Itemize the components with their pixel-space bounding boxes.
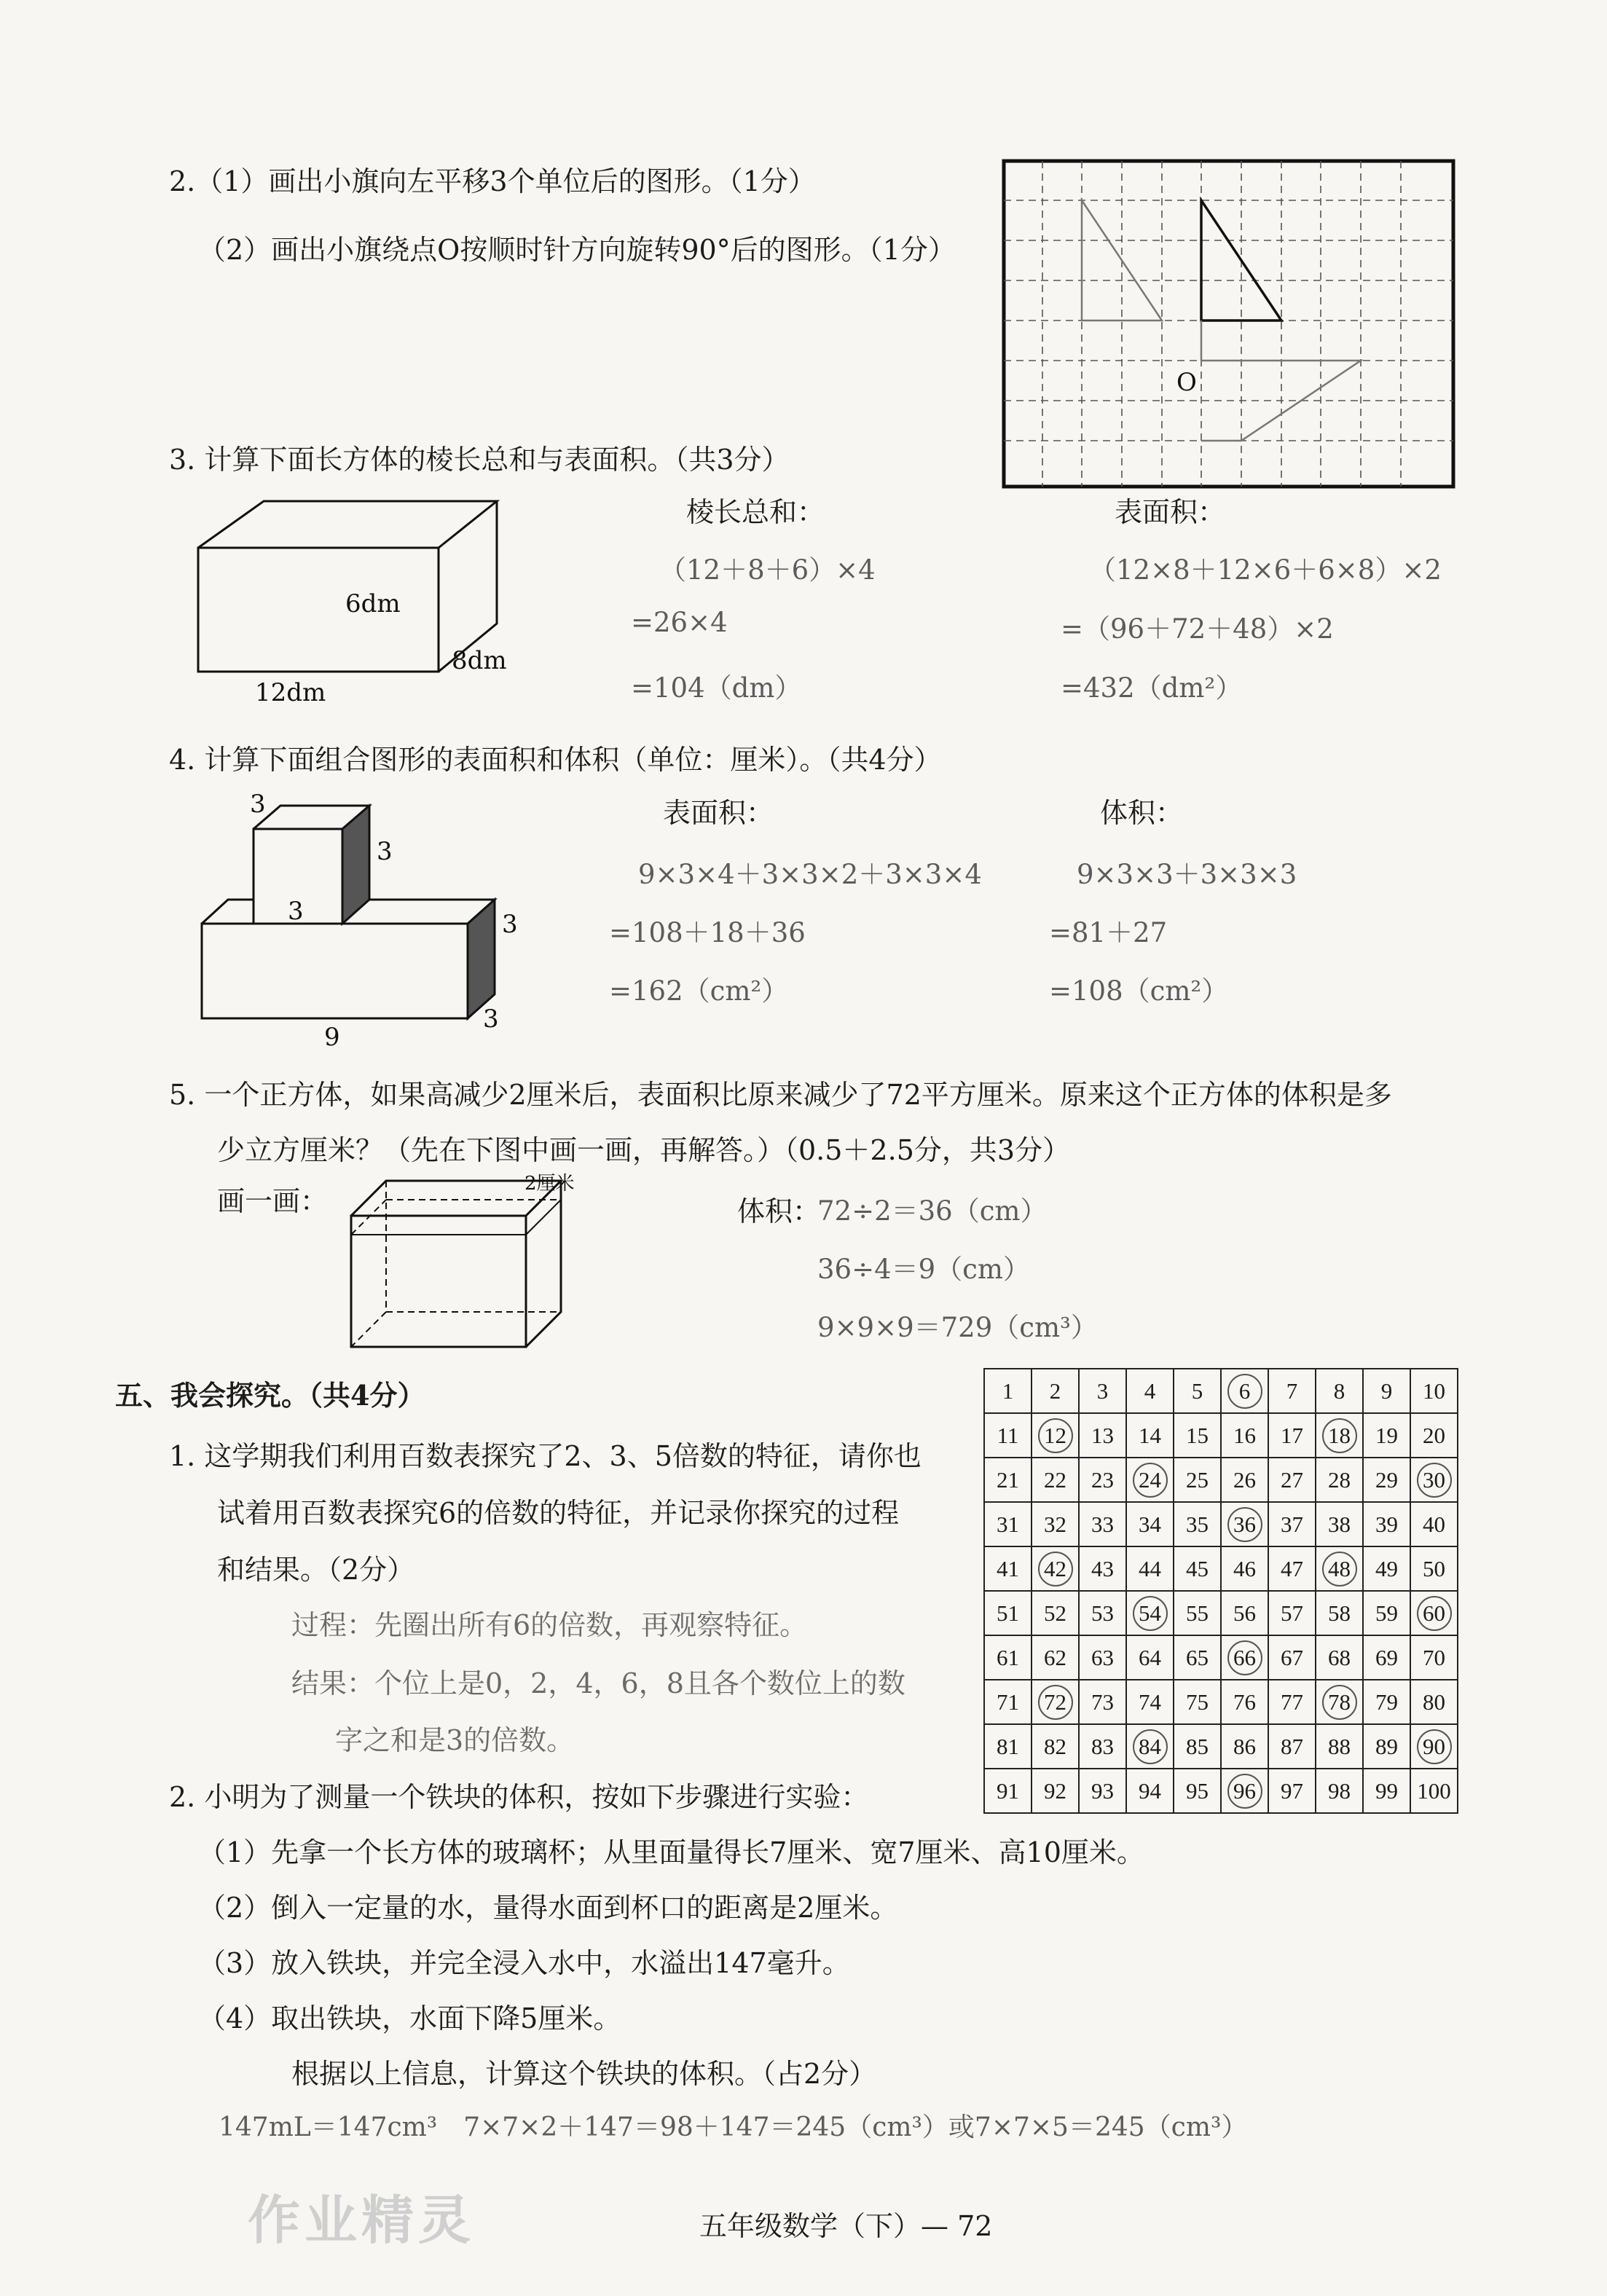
chart-number: 86 — [1233, 1733, 1256, 1759]
circled-number: 30 — [1417, 1463, 1452, 1498]
q3-area-title: 表面积： — [1115, 496, 1226, 528]
chart-number: 74 — [1139, 1688, 1161, 1715]
chart-number: 25 — [1186, 1466, 1209, 1493]
s5-step-4: （4）取出铁块，水面下降5厘米。 — [198, 2002, 621, 2034]
hundred-chart-cell — [1079, 1369, 1126, 1413]
hundred-chart-cell — [1363, 1458, 1410, 1502]
circled-number: 78 — [1322, 1685, 1357, 1720]
circled-number: 84 — [1133, 1729, 1168, 1764]
cut-height-label: 2厘米 — [524, 1173, 575, 1195]
hundred-chart-cell — [1174, 1458, 1221, 1502]
hundred-chart-cell — [1410, 1546, 1458, 1591]
chart-number: 1 — [1002, 1377, 1014, 1404]
hundred-chart-cell — [1363, 1413, 1410, 1458]
hundred-chart-cell — [1126, 1680, 1174, 1724]
chart-number: 20 — [1423, 1422, 1445, 1448]
q4-question: 4. 计算下面组合图形的表面积和体积（单位：厘米）。（共4分） — [169, 744, 942, 776]
chart-number: 8 — [1333, 1377, 1345, 1404]
hundred-chart-cell — [1221, 1502, 1268, 1546]
hundred-chart-row — [984, 1369, 1458, 1413]
hundred-chart-cell — [1221, 1591, 1268, 1635]
q3-edge-title: 棱长总和： — [686, 496, 825, 528]
hundred-chart-cell — [1363, 1546, 1410, 1591]
chart-number: 83 — [1091, 1733, 1114, 1759]
s5-result-line-1: 结果：个位上是0，2，4，6，8且各个数位上的数 — [291, 1667, 905, 1699]
circled-number: 18 — [1322, 1418, 1357, 1453]
hundred-chart — [983, 1368, 1458, 1814]
hundred-chart-cell — [1268, 1502, 1316, 1546]
chart-number: 89 — [1375, 1733, 1398, 1759]
circled-number: 66 — [1227, 1640, 1262, 1675]
chart-number: 79 — [1375, 1688, 1398, 1715]
hundred-chart-cell — [984, 1458, 1032, 1502]
cuboid-length-label: 12dm — [255, 678, 326, 707]
s5-step-3: （3）放入铁块，并完全浸入水中，水溢出147毫升。 — [198, 1947, 850, 1979]
hundred-chart-cell — [1221, 1413, 1268, 1458]
chart-number: 99 — [1375, 1777, 1398, 1804]
hundred-chart-cell — [1032, 1769, 1079, 1813]
q4-area-line-3: =162（cm²） — [609, 975, 789, 1007]
q5-answer-line-2: 36÷4＝9（cm） — [817, 1254, 1030, 1285]
hundred-chart-cell — [1174, 1413, 1221, 1458]
chart-number: 13 — [1091, 1422, 1114, 1448]
hundred-chart-cell — [1126, 1724, 1174, 1769]
chart-number: 29 — [1375, 1466, 1398, 1493]
hundred-chart-cell — [1032, 1502, 1079, 1546]
top-front-label: 3 — [288, 897, 304, 926]
q3-edge-line-3: =104（dm） — [631, 672, 802, 704]
chart-number: 92 — [1044, 1777, 1066, 1804]
hundred-chart-cell — [1410, 1591, 1458, 1635]
hundred-chart-cell — [1221, 1369, 1268, 1413]
chart-number: 2 — [1049, 1377, 1061, 1404]
hundred-chart-cell — [1126, 1635, 1174, 1680]
chart-number: 62 — [1044, 1644, 1066, 1670]
chart-number: 80 — [1423, 1688, 1445, 1715]
cuboid-depth-label: 8dm — [452, 646, 507, 675]
hundred-chart-cell — [1032, 1413, 1079, 1458]
hundred-chart-cell — [1410, 1635, 1458, 1680]
q2-part1: 2.（1）画出小旗向左平移3个单位后的图形。（1分） — [169, 165, 816, 197]
hundred-chart-cell — [1126, 1458, 1174, 1502]
hundred-chart-cell — [1079, 1413, 1126, 1458]
chart-number: 70 — [1423, 1644, 1445, 1670]
hundred-chart-cell — [1316, 1680, 1363, 1724]
hundred-chart-cell — [1032, 1546, 1079, 1591]
hundred-chart-cell — [1032, 1680, 1079, 1724]
chart-number: 40 — [1423, 1511, 1445, 1537]
page-footer: 五年级数学（下）— 72 — [699, 2210, 993, 2242]
q3-question: 3. 计算下面长方体的棱长总和与表面积。（共3分） — [169, 444, 790, 476]
hundred-chart-cell — [1174, 1635, 1221, 1680]
hundred-chart-cell — [984, 1769, 1032, 1813]
s5-q1-line-3: 和结果。（2分） — [217, 1554, 415, 1586]
chart-number: 63 — [1091, 1644, 1114, 1670]
cube-figure — [342, 1169, 619, 1359]
hundred-chart-cell — [1126, 1502, 1174, 1546]
chart-number: 67 — [1281, 1644, 1303, 1670]
chart-number: 95 — [1186, 1777, 1209, 1804]
q5-vol-label: 体积： — [737, 1195, 821, 1227]
hundred-chart-row — [984, 1413, 1458, 1458]
chart-number: 75 — [1186, 1688, 1209, 1715]
q4-area-line-2: =108＋18＋36 — [609, 917, 806, 948]
base-length-label: 9 — [324, 1023, 340, 1049]
q5-draw-label: 画一画： — [217, 1185, 329, 1217]
grid-lines — [1004, 161, 1453, 487]
hundred-chart-cell — [984, 1635, 1032, 1680]
circled-number: 96 — [1227, 1774, 1262, 1809]
q2-part2: （2）画出小旗绕点O按顺时针方向旋转90°后的图形。（1分） — [198, 234, 956, 266]
hundred-chart-cell — [984, 1680, 1032, 1724]
hundred-chart-cell — [984, 1369, 1032, 1413]
chart-number: 3 — [1096, 1377, 1109, 1404]
chart-number: 37 — [1281, 1511, 1303, 1537]
hundred-chart-cell — [1410, 1502, 1458, 1546]
hundred-chart-cell — [1221, 1546, 1268, 1591]
hundred-chart-cell — [1079, 1458, 1126, 1502]
chart-number: 91 — [997, 1777, 1019, 1804]
hundred-chart-cell — [1079, 1635, 1126, 1680]
hundred-chart-cell — [1174, 1546, 1221, 1591]
hundred-chart-cell — [1126, 1369, 1174, 1413]
s5-result-line-2: 字之和是3的倍数。 — [335, 1724, 575, 1756]
hundred-chart-cell — [1268, 1458, 1316, 1502]
hundred-chart-cell — [1126, 1769, 1174, 1813]
chart-number: 21 — [997, 1466, 1019, 1493]
chart-number: 81 — [997, 1733, 1019, 1759]
hundred-chart-cell — [1268, 1635, 1316, 1680]
hundred-chart-cell — [1316, 1369, 1363, 1413]
chart-number: 65 — [1186, 1644, 1209, 1670]
chart-number: 68 — [1328, 1644, 1351, 1670]
chart-number: 85 — [1186, 1733, 1209, 1759]
s5-step-2: （2）倒入一定量的水，量得水面到杯口的距离是2厘米。 — [198, 1892, 898, 1924]
chart-number: 7 — [1286, 1377, 1298, 1404]
hundred-chart-cell — [1079, 1546, 1126, 1591]
hundred-chart-cell — [1174, 1502, 1221, 1546]
hundred-chart-row — [984, 1680, 1458, 1724]
hundred-chart-row — [984, 1502, 1458, 1546]
chart-number: 27 — [1281, 1466, 1303, 1493]
chart-number: 39 — [1375, 1511, 1398, 1537]
s5-q1-line-2: 试着用百数表探究6的倍数的特征，并记录你探究的过程 — [217, 1497, 900, 1529]
point-o-label: O — [1176, 368, 1197, 397]
circled-number: 48 — [1322, 1552, 1357, 1587]
chart-number: 93 — [1091, 1777, 1114, 1804]
hundred-chart-cell — [1410, 1769, 1458, 1813]
hundred-chart-cell — [1174, 1591, 1221, 1635]
hundred-chart-row — [984, 1458, 1458, 1502]
chart-number: 98 — [1328, 1777, 1351, 1804]
hundred-chart-cell — [1268, 1591, 1316, 1635]
hundred-chart-cell — [1268, 1546, 1316, 1591]
chart-number: 94 — [1139, 1777, 1161, 1804]
hundred-chart-cell — [1174, 1369, 1221, 1413]
circled-number: 42 — [1038, 1552, 1073, 1587]
q3-edge-line-2: =26×4 — [631, 607, 728, 638]
hundred-chart-cell — [1079, 1769, 1126, 1813]
q4-vol-line-1: 9×3×3＋3×3×3 — [1077, 859, 1297, 890]
hundred-chart-row — [984, 1724, 1458, 1769]
q3-area-line-3: =432（dm²） — [1061, 672, 1243, 704]
hundred-chart-cell — [1174, 1680, 1221, 1724]
hundred-chart-cell — [1079, 1502, 1126, 1546]
hundred-chart-cell — [1221, 1635, 1268, 1680]
hundred-chart-cell — [1079, 1724, 1126, 1769]
hundred-chart-cell — [1079, 1680, 1126, 1724]
hundred-chart-cell — [984, 1724, 1032, 1769]
chart-number: 53 — [1091, 1600, 1114, 1626]
hundred-chart-cell — [1268, 1769, 1316, 1813]
hundred-chart-cell — [984, 1413, 1032, 1458]
s5-step-1: （1）先拿一个长方体的玻璃杯；从里面量得长7厘米、宽7厘米、高10厘米。 — [198, 1836, 1144, 1868]
chart-number: 45 — [1186, 1555, 1209, 1581]
s5-answer: 147mL＝147cm³ 7×7×2＋147＝98＋147＝245（cm³）或7×7×5＝245（cm³） — [219, 2112, 1248, 2142]
q3-area-line-2: =（96＋72＋48）×2 — [1061, 613, 1334, 645]
chart-number: 34 — [1139, 1511, 1161, 1537]
chart-number: 55 — [1186, 1600, 1209, 1626]
q3-edge-line-1: （12＋8＋6）×4 — [659, 554, 876, 586]
chart-number: 43 — [1091, 1555, 1114, 1581]
section5-title: 五、我会探究。（共4分） — [115, 1379, 425, 1412]
hundred-chart-row — [984, 1591, 1458, 1635]
hundred-chart-cell — [1410, 1413, 1458, 1458]
chart-number: 76 — [1233, 1688, 1256, 1715]
q4-vol-line-2: =81＋27 — [1049, 917, 1168, 948]
chart-number: 69 — [1375, 1644, 1398, 1670]
chart-number: 51 — [997, 1600, 1019, 1626]
hundred-chart-cell — [1032, 1591, 1079, 1635]
chart-number: 26 — [1233, 1466, 1256, 1493]
hundred-chart-cell — [1316, 1724, 1363, 1769]
hundred-chart-cell — [1316, 1458, 1363, 1502]
chart-number: 10 — [1423, 1377, 1445, 1404]
chart-number: 100 — [1417, 1777, 1451, 1804]
hundred-chart-cell — [984, 1546, 1032, 1591]
q5-answer-line-3: 9×9×9＝729（cm³） — [817, 1312, 1098, 1343]
hundred-chart-cell — [1032, 1724, 1079, 1769]
circled-number: 12 — [1038, 1418, 1073, 1453]
hundred-chart-cell — [1410, 1680, 1458, 1724]
chart-number: 88 — [1328, 1733, 1351, 1759]
chart-number: 16 — [1233, 1422, 1256, 1448]
hundred-chart-cell — [1079, 1591, 1126, 1635]
chart-number: 11 — [997, 1422, 1019, 1448]
circled-number: 24 — [1133, 1463, 1168, 1498]
chart-number: 35 — [1186, 1511, 1209, 1537]
chart-number: 15 — [1186, 1422, 1209, 1448]
chart-number: 19 — [1375, 1422, 1398, 1448]
hundred-chart-cell — [1268, 1724, 1316, 1769]
hundred-chart-cell — [1032, 1635, 1079, 1680]
hundred-chart-cell — [1410, 1369, 1458, 1413]
circled-number: 36 — [1227, 1507, 1262, 1542]
q5-line-2: 少立方厘米？（先在下图中画一画，再解答。）（0.5＋2.5分，共3分） — [217, 1134, 1071, 1166]
chart-number: 58 — [1328, 1600, 1351, 1626]
q3-area-line-1: （12×8＋12×6＋6×8）×2 — [1089, 554, 1442, 586]
composite-figure — [186, 787, 550, 1049]
chart-number: 61 — [997, 1644, 1019, 1670]
hundred-chart-row — [984, 1769, 1458, 1813]
chart-number: 71 — [997, 1688, 1019, 1715]
q4-area-line-1: 9×3×4＋3×3×2＋3×3×4 — [638, 859, 982, 890]
chart-number: 23 — [1091, 1466, 1114, 1493]
hundred-chart-cell — [1268, 1369, 1316, 1413]
chart-number: 97 — [1281, 1777, 1303, 1804]
hundred-chart-cell — [1268, 1413, 1316, 1458]
chart-number: 32 — [1044, 1511, 1066, 1537]
chart-number: 22 — [1044, 1466, 1066, 1493]
hundred-chart-cell — [1410, 1724, 1458, 1769]
cuboid-figure — [182, 495, 561, 707]
base-depth-label: 3 — [483, 1004, 499, 1034]
chart-number: 17 — [1281, 1422, 1303, 1448]
circled-number: 90 — [1417, 1729, 1452, 1764]
hundred-chart-cell — [1316, 1502, 1363, 1546]
circled-number: 54 — [1133, 1596, 1168, 1631]
hundred-chart-cell — [1363, 1591, 1410, 1635]
s5-q1-line-1: 1. 这学期我们利用百数表探究了2、3、5倍数的特征，请你也 — [169, 1440, 922, 1472]
hundred-chart-cell — [1363, 1724, 1410, 1769]
chart-number: 5 — [1191, 1377, 1203, 1404]
hundred-chart-cell — [1316, 1769, 1363, 1813]
chart-number: 14 — [1139, 1422, 1161, 1448]
s5-prompt: 根据以上信息，计算这个铁块的体积。（占2分） — [291, 2058, 877, 2090]
hundred-chart-cell — [1316, 1546, 1363, 1591]
hundred-chart-cell — [1363, 1502, 1410, 1546]
chart-number: 57 — [1281, 1600, 1303, 1626]
hundred-chart-cell — [1221, 1458, 1268, 1502]
chart-number: 4 — [1144, 1377, 1156, 1404]
hundred-chart-cell — [1363, 1369, 1410, 1413]
q5-line-1: 5. 一个正方体，如果高减少2厘米后，表面积比原来减少了72平方厘米。原来这个正方体的体积是多 — [169, 1079, 1392, 1111]
top-right-label: 3 — [377, 837, 393, 866]
chart-number: 49 — [1375, 1555, 1398, 1581]
hundred-chart-cell — [1221, 1724, 1268, 1769]
chart-number: 64 — [1139, 1644, 1161, 1670]
hundred-chart-cell — [1126, 1413, 1174, 1458]
hundred-chart-cell — [1410, 1458, 1458, 1502]
chart-number: 52 — [1044, 1600, 1066, 1626]
chart-number: 56 — [1233, 1600, 1256, 1626]
top-left-label: 3 — [250, 790, 266, 819]
hundred-chart-cell — [1032, 1369, 1079, 1413]
circled-number: 60 — [1417, 1596, 1452, 1631]
hundred-chart-cell — [1221, 1680, 1268, 1724]
hundred-chart-cell — [1174, 1724, 1221, 1769]
chart-number: 33 — [1091, 1511, 1114, 1537]
chart-number: 9 — [1380, 1377, 1393, 1404]
hundred-chart-cell — [1316, 1635, 1363, 1680]
grid-figure — [1002, 159, 1457, 490]
hundred-chart-row — [984, 1635, 1458, 1680]
hundred-chart-cell — [1268, 1680, 1316, 1724]
watermark: 作业精灵 — [248, 2190, 476, 2251]
chart-number: 59 — [1375, 1600, 1398, 1626]
q4-vol-title: 体积： — [1100, 797, 1184, 829]
chart-number: 87 — [1281, 1733, 1303, 1759]
hundred-chart-row — [984, 1546, 1458, 1591]
chart-number: 77 — [1281, 1688, 1303, 1715]
chart-number: 46 — [1233, 1555, 1256, 1581]
chart-number: 73 — [1091, 1688, 1114, 1715]
hundred-chart-cell — [1363, 1680, 1410, 1724]
base-height-label: 3 — [502, 910, 518, 939]
chart-number: 41 — [997, 1555, 1019, 1581]
chart-number: 47 — [1281, 1555, 1303, 1581]
hundred-chart-cell — [1363, 1769, 1410, 1813]
hundred-chart-cell — [984, 1502, 1032, 1546]
hundred-chart-cell — [1126, 1546, 1174, 1591]
chart-number: 44 — [1139, 1555, 1161, 1581]
q4-area-title: 表面积： — [663, 797, 774, 829]
chart-number: 50 — [1423, 1555, 1445, 1581]
hundred-chart-cell — [1032, 1458, 1079, 1502]
chart-number: 31 — [997, 1511, 1019, 1537]
q4-vol-line-3: =108（cm²） — [1049, 975, 1229, 1007]
s5-q2-intro: 2. 小明为了测量一个铁块的体积，按如下步骤进行实验： — [169, 1781, 869, 1813]
chart-number: 28 — [1328, 1466, 1351, 1493]
hundred-chart-cell — [1174, 1769, 1221, 1813]
hundred-chart-cell — [1316, 1413, 1363, 1458]
hundred-chart-cell — [1221, 1769, 1268, 1813]
hundred-chart-cell — [1126, 1591, 1174, 1635]
chart-number: 82 — [1044, 1733, 1066, 1759]
circled-number: 72 — [1038, 1685, 1073, 1720]
hundred-chart-cell — [984, 1591, 1032, 1635]
cuboid-height-label: 6dm — [345, 589, 401, 618]
hundred-chart-cell — [1363, 1635, 1410, 1680]
hundred-chart-cell — [1316, 1591, 1363, 1635]
chart-number: 38 — [1328, 1511, 1351, 1537]
s5-process: 过程：先圈出所有6的倍数，再观察特征。 — [291, 1609, 808, 1641]
q5-answer-line-1: 72÷2＝36（cm） — [817, 1195, 1048, 1227]
circled-number: 6 — [1227, 1374, 1262, 1409]
